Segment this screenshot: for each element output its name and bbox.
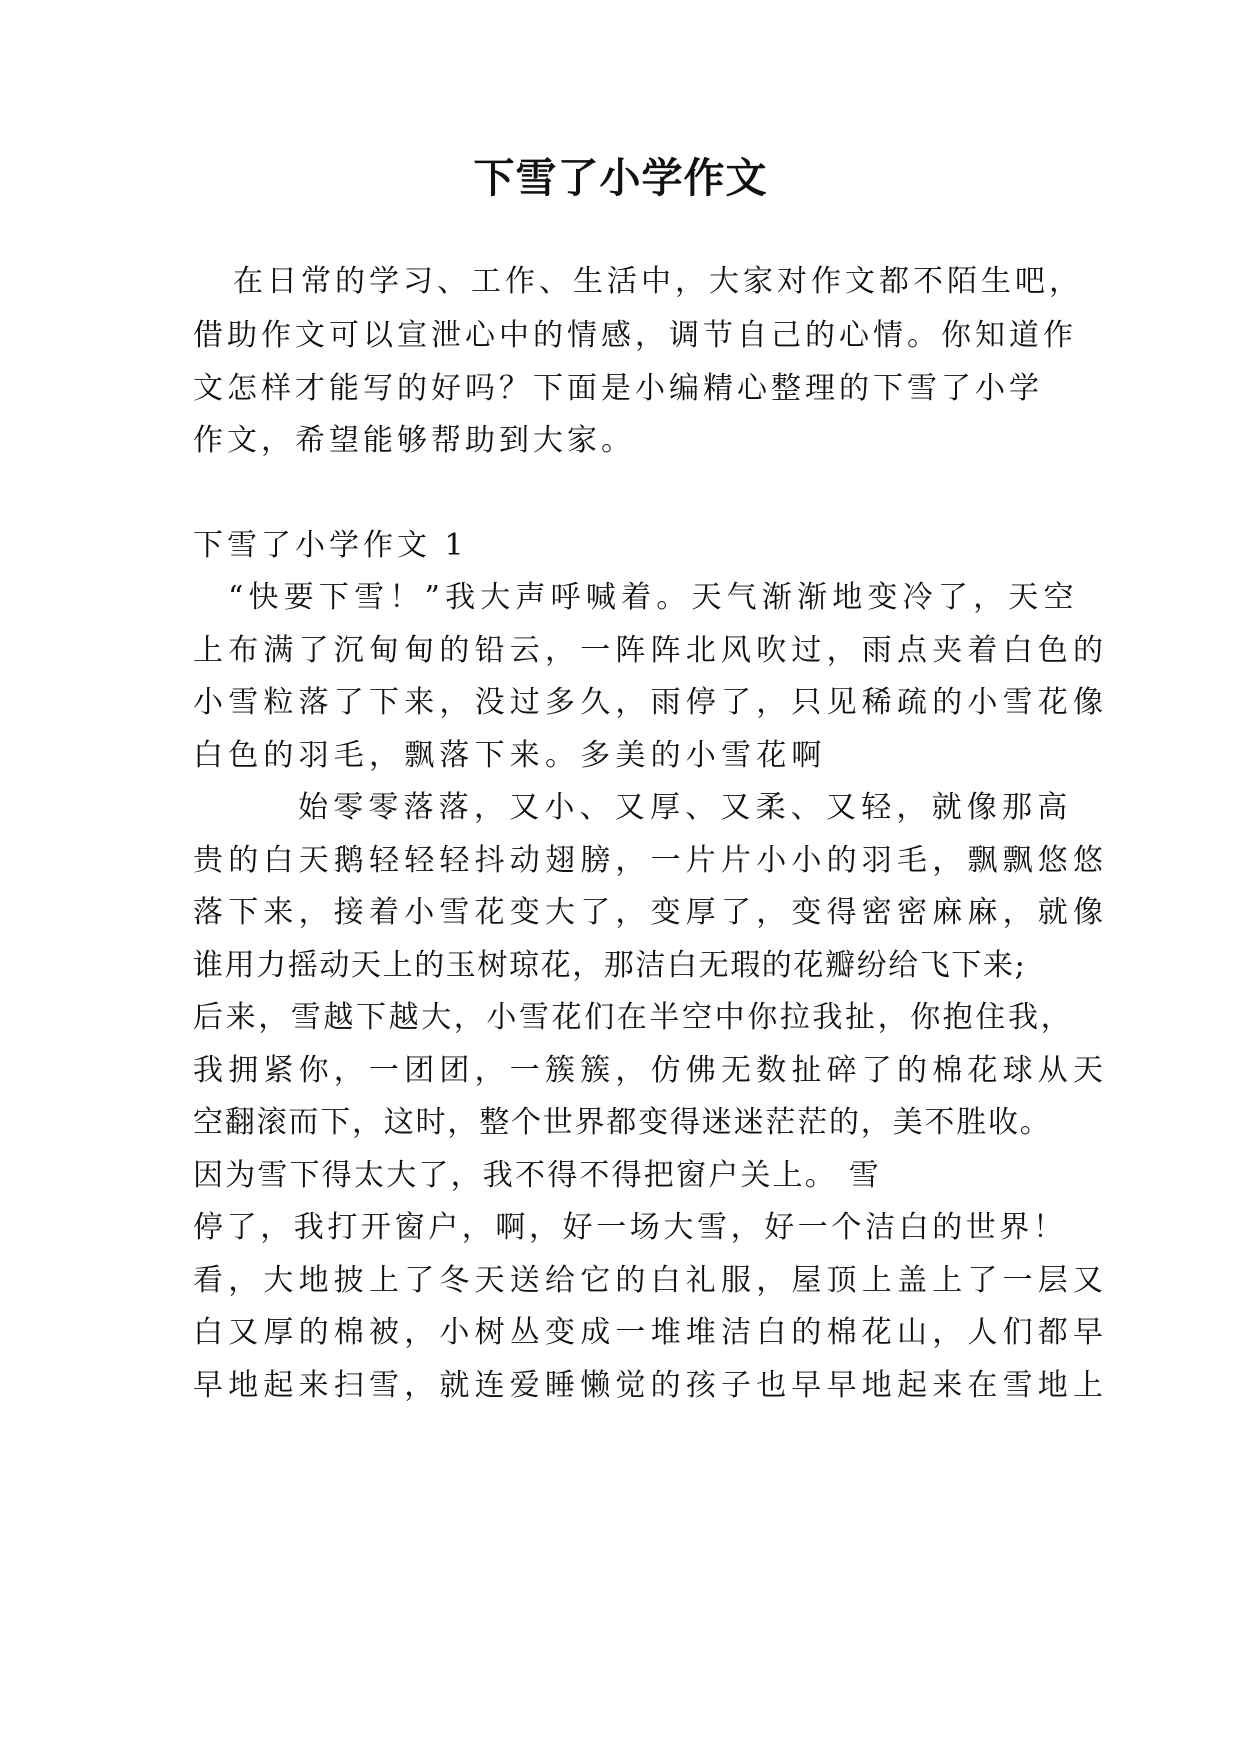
body-line: 贵的白天鹅轻轻轻抖动翅膀，一片片小小的羽毛，飘飘悠悠 [193, 843, 1109, 878]
section-heading: 下雪了小学作文 1 [193, 528, 468, 563]
intro-line: 文怎样才能写的好吗？下面是小编精心整理的下雪了小学 [193, 371, 1043, 406]
body-line: “快要下雪！”我大声呼喊着。天气渐渐地变冷了，天空 [228, 580, 1079, 615]
body-line: 白又厚的棉被，小树丛变成一堆堆洁白的棉花山，人们都早 [193, 1315, 1109, 1350]
body-line: 谁用力摇动天上的玉树琼花，那洁白无瑕的花瓣纷给飞下来; [193, 948, 1027, 983]
body-line: 落下来，接着小雪花变大了，变厚了，变得密密麻麻，就像 [193, 895, 1109, 930]
body-line: 停了，我打开窗户，啊，好一场大雪，好一个洁白的世界！ [193, 1210, 1067, 1245]
body-line: 后来，雪越下越大，小雪花们在半空中你拉我扯，你抱住我， [193, 1000, 1074, 1035]
body-line: 小雪粒落了下来，没过多久，雨停了，只见稀疏的小雪花像 [193, 685, 1109, 720]
body-line: 白色的羽毛，飘落下来。多美的小雪花啊 [193, 738, 827, 773]
intro-line: 作文，希望能够帮助到大家。 [193, 423, 635, 458]
document-title: 下雪了小学作文 [473, 154, 768, 202]
body-line: 我拥紧你，一团团，一簇簇，仿佛无数扯碎了的棉花球从天 [193, 1053, 1109, 1088]
body-line: 始零零落落，又小、又厚、又柔、又轻，就像那高 [298, 790, 1073, 825]
intro-line: 借助作文可以宣泄心中的情感，调节自己的心情。你知道作 [193, 318, 1077, 353]
intro-line: 在日常的学习、工作、生活中，大家对作文都不陌生吧， [233, 264, 1083, 299]
body-line: 空翻滚而下，这时，整个世界都变得迷迷茫茫的，美不胜收。 [193, 1105, 1052, 1140]
body-line: 早地起来扫雪，就连爱睡懒觉的孩子也早早地起来在雪地上 [193, 1368, 1109, 1403]
body-line: 上布满了沉甸甸的铅云，一阵阵北风吹过，雨点夹着白色的 [193, 633, 1109, 668]
body-line: 因为雪下得太大了，我不得不得把窗户关上。 雪 [193, 1158, 881, 1193]
body-line: 看，大地披上了冬天送给它的白礼服，屋顶上盖上了一层又 [193, 1263, 1109, 1298]
